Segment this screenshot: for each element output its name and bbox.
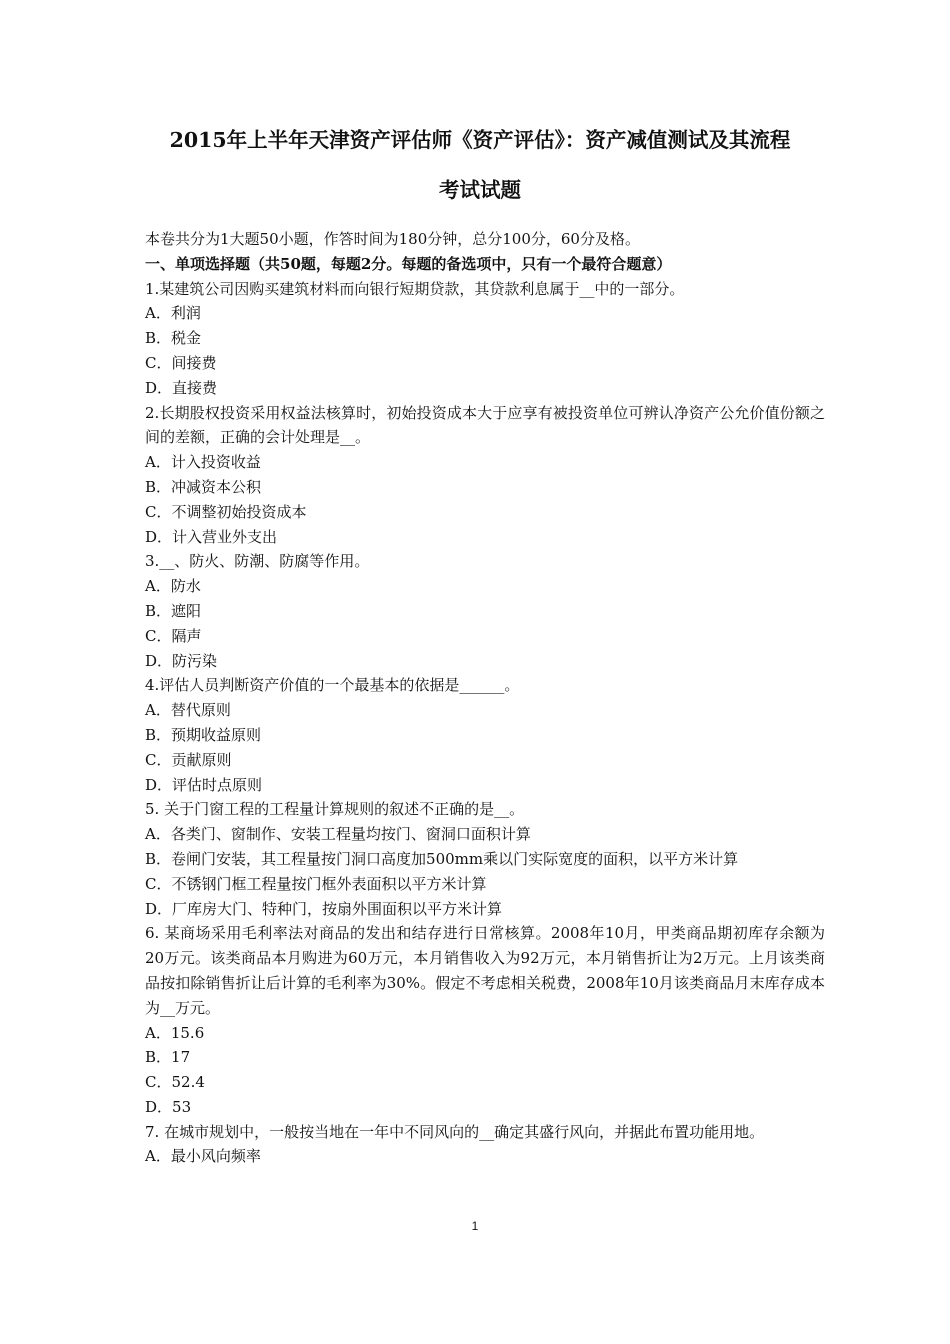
document-body <box>145 227 825 1169</box>
answer-option: B．遮阳 <box>145 601 202 620</box>
document-title-line1: 2015年上半年天津资产评估师《资产评估》：资产减值测试及其流程 <box>169 128 791 152</box>
answer-option: A．最小风向频率 <box>145 1147 261 1166</box>
answer-option: B．税金 <box>145 329 202 348</box>
answer-option: A．防水 <box>145 577 201 596</box>
answer-option: D．厂库房大门、特种门，按扇外围面积以平方米计算 <box>145 899 503 918</box>
answer-option: D．评估时点原则 <box>145 775 263 794</box>
question-stem: 7. 在城市规划中，一般按当地在一年中不同风向的__确定其盛行风向，并据此布置功能用地。 <box>145 1122 765 1141</box>
answer-option: D．直接费 <box>145 378 218 397</box>
answer-option: A．利润 <box>145 304 201 323</box>
question-stem: 2.长期股权投资采用权益法核算时，初始投资成本大于应享有被投资单位可辨认净资产公允价值份额之间的差额，正确的会计处理是__。 <box>145 403 825 447</box>
question-stem: 1.某建筑公司因购买建筑材料而向银行短期贷款，其贷款利息属于__中的一部分。 <box>145 279 685 298</box>
answer-option: B．17 <box>145 1048 191 1067</box>
answer-option: A．各类门、窗制作、安装工程量均按门、窗洞口面积计算 <box>145 825 531 844</box>
question-stem: 6. 某商场采用毛利率法对商品的发出和结存进行日常核算。2008年10月，甲类商品期初库存余额为20万元。该类商品本月购进为60万元，本月销售收入为92万元，本月销售折让为2万元。上月该类商品按扣除销售折让后计算的毛利率为30%。假定不考虑相关税费，2008年10月该类商品月末库存成本为__万元。 <box>145 924 825 1017</box>
answer-option: C．间接费 <box>145 353 217 372</box>
answer-option: D．计入营业外支出 <box>145 527 278 546</box>
answer-option: C．隔声 <box>145 626 202 645</box>
answer-option: C．贡献原则 <box>145 750 232 769</box>
answer-option: B．卷闸门安装，其工程量按门洞口高度加500mm乘以门实际宽度的面积，以平方米计算 <box>145 849 739 868</box>
answer-option: A．计入投资收益 <box>145 453 261 472</box>
section-heading: 一、单项选择题（共50题，每题2分。每题的备选项中，只有一个最符合题意） <box>145 254 672 273</box>
answer-option: B．预期收益原则 <box>145 725 262 744</box>
answer-option: C．不调整初始投资成本 <box>145 502 307 521</box>
question-stem: 4.评估人员判断资产价值的一个最基本的依据是______。 <box>145 676 520 695</box>
page-number: 1 <box>471 1219 479 1233</box>
answer-option: C．52.4 <box>145 1073 205 1092</box>
question-stem: 3.__、防火、防潮、防腐等作用。 <box>145 552 370 571</box>
answer-option: B．冲减资本公积 <box>145 477 262 496</box>
answer-option: A．替代原则 <box>145 701 231 720</box>
answer-option: D．53 <box>145 1097 192 1116</box>
answer-option: C．不锈钢门框工程量按门框外表面积以平方米计算 <box>145 874 487 893</box>
answer-option: A．15.6 <box>145 1023 205 1042</box>
document-title-line2: 考试试题 <box>439 178 521 202</box>
question-stem: 5. 关于门窗工程的工程量计算规则的叙述不正确的是__。 <box>145 800 525 819</box>
exam-intro: 本卷共分为1大题50小题，作答时间为180分钟，总分100分，60分及格。 <box>145 230 640 248</box>
answer-option: D．防污染 <box>145 651 218 670</box>
